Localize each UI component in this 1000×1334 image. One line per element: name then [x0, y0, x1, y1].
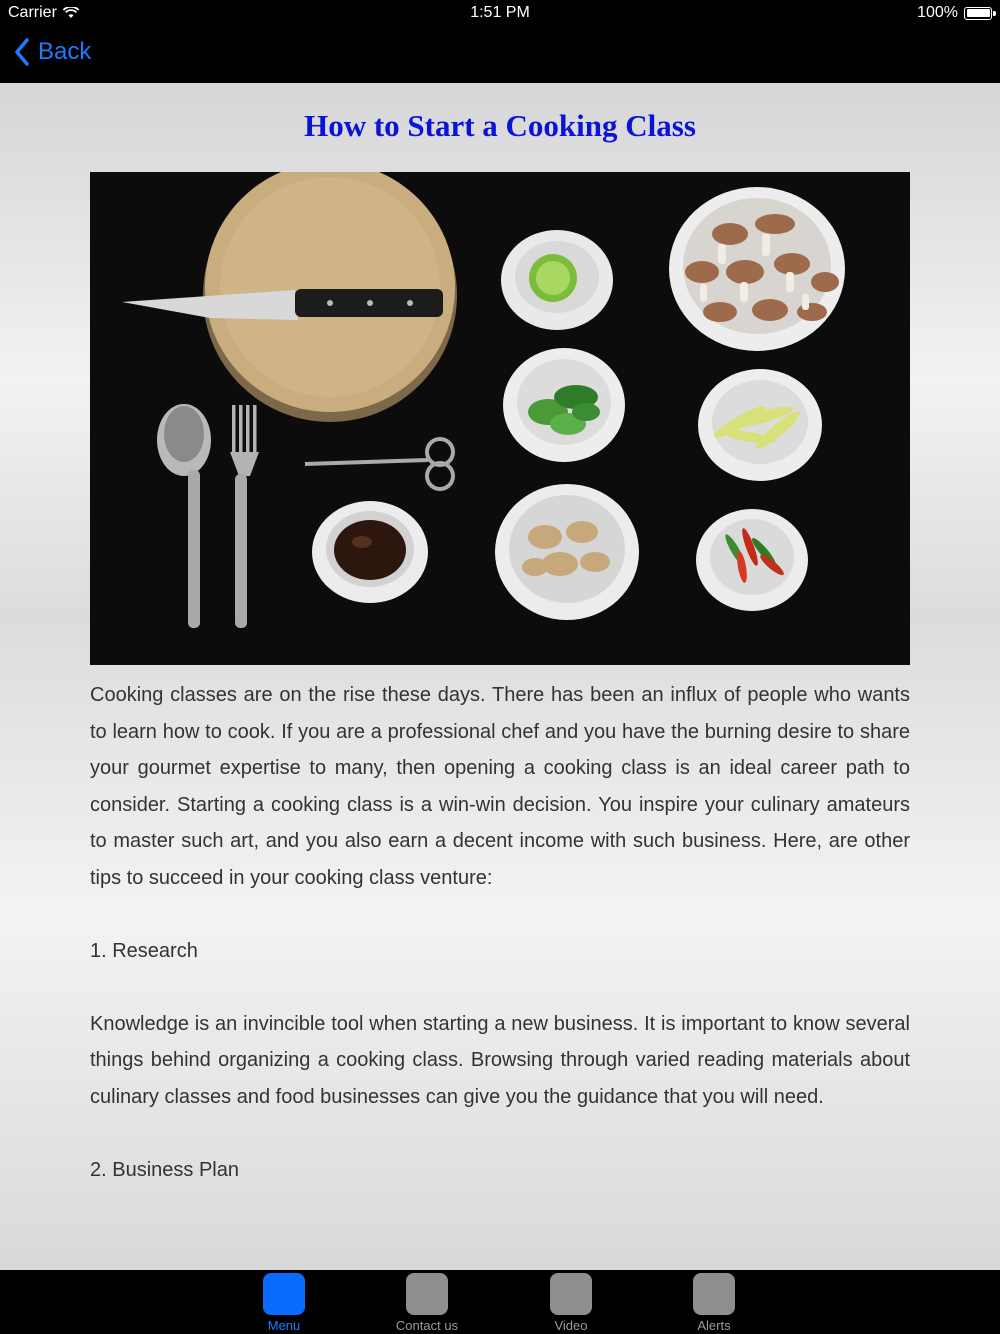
- battery-indicator: [917, 4, 992, 22]
- back-label: Back: [38, 38, 92, 65]
- video-icon: [550, 1273, 592, 1315]
- article-content[interactable]: [0, 83, 1000, 1270]
- status-time: 1:51 PM: [470, 4, 530, 21]
- tab-contact-us[interactable]: [377, 1270, 477, 1334]
- section-heading-business-plan: 2. Business Plan: [90, 1158, 239, 1181]
- tab-label: Alerts: [697, 1318, 731, 1333]
- tab-label: Video: [554, 1318, 588, 1333]
- tab-label: Menu: [267, 1318, 301, 1333]
- chevron-left-icon: [14, 38, 30, 66]
- alerts-icon: [693, 1273, 735, 1315]
- back-button[interactable]: [14, 38, 91, 66]
- status-bar: [0, 0, 1000, 28]
- menu-icon: [263, 1273, 305, 1315]
- article-paragraph: Knowledge is an invincible tool when starting a new business. It is important to know several things behind organizing a cooking class. Browsing through varied reading materials about culinary classes and food businesses can give you the guidance that you will need.: [90, 1012, 910, 1108]
- article-title: How to Start a Cooking Class: [304, 108, 696, 143]
- battery-icon: [964, 7, 992, 20]
- tab-bar: [0, 1270, 1000, 1334]
- section-heading-research: 1. Research: [90, 939, 198, 962]
- carrier-label: Carrier: [8, 4, 57, 21]
- tab-alerts[interactable]: [664, 1270, 764, 1334]
- battery-percent: 100%: [917, 4, 958, 21]
- navigation-bar: [0, 28, 1000, 83]
- article-image: [90, 172, 910, 665]
- tab-menu[interactable]: [234, 1270, 334, 1334]
- article-paragraph: Cooking classes are on the rise these days. There has been an influx of people who wants to learn how to cook. If you are a professional chef and you have the burning desire to share your gourmet expertise to many, then opening a cooking class is an ideal career path to consider. Starting a cooking class is a win-win decision. You inspire your culinary amateurs to master such art, and you also earn a decent income with such business. Here, are other tips to succeed in your cooking class venture:: [90, 684, 910, 889]
- tab-video[interactable]: [521, 1270, 621, 1334]
- contact-icon: [406, 1273, 448, 1315]
- tab-label: Contact us: [395, 1318, 459, 1333]
- article-body: [90, 677, 910, 1188]
